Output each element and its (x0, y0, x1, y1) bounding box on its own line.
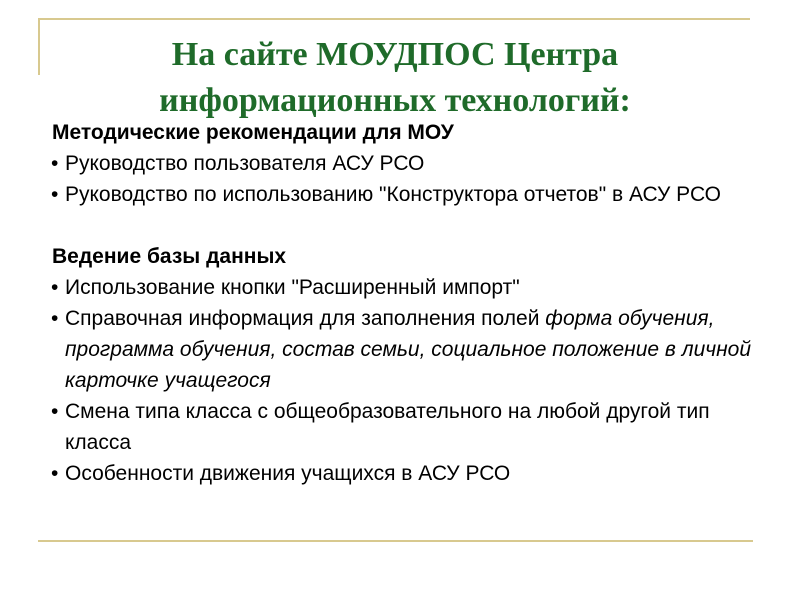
title-line-2: информационных технологий: (159, 82, 631, 119)
section-heading-database: Ведение базы данных (52, 245, 287, 268)
list-item-extended-import: • Использование кнопки "Расширенный импорт" (52, 272, 772, 303)
reference-info-fields: форма обучения, программа обучения, состав семьи, социальное положение в личной карточке учащегося (65, 307, 752, 392)
title-line-1: На сайте МОУДПОС Центра (171, 36, 619, 73)
frame-top-line (40, 18, 750, 20)
list-item-student-movement: • Особенности движения учащихся в АСУ РСО (52, 458, 772, 489)
section-spacer (52, 210, 772, 241)
slide-title (40, 32, 750, 124)
frame-bottom-line (38, 540, 753, 542)
list-item-report-builder-guide: • Руководство по использованию "Конструктора отчетов" в АСУ РСО (52, 179, 772, 210)
section-heading-methodical: Методические рекомендации для МОУ (52, 121, 454, 144)
list-item-reference-info (52, 303, 772, 396)
reference-info-text: Справочная информация для заполнения полей (65, 307, 546, 330)
list-item-class-type-change: • Смена типа класса с общеобразовательного на любой другой тип класса (52, 396, 772, 458)
slide-content (52, 117, 772, 489)
list-item-user-guide: • Руководство пользователя АСУ РСО (52, 148, 772, 179)
